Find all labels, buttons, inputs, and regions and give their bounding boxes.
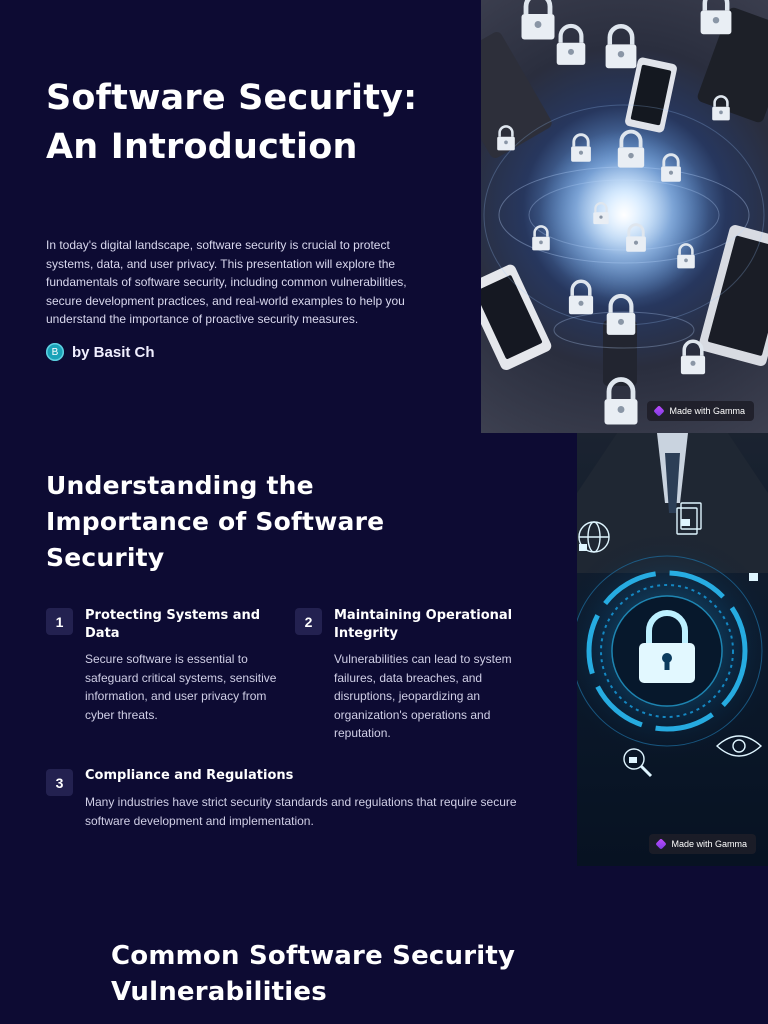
item-number: 2 xyxy=(295,608,322,635)
avatar: B xyxy=(46,343,64,361)
item-text: Secure software is essential to safeguard critical systems, sensitive information, and user privacy from cyber threats. xyxy=(85,652,277,722)
item-number: 3 xyxy=(46,769,73,796)
gamma-logo-icon xyxy=(656,838,667,849)
badge-label: Made with Gamma xyxy=(669,406,745,416)
item-text: Vulnerabilities can lead to system failures, data breaches, and disruptions, jeopardizing an organization's operations and reputation. xyxy=(334,652,512,740)
security-network-image xyxy=(481,0,768,433)
slide-title: Common Software Security Vulnerabilities xyxy=(111,941,516,1007)
intro-paragraph: In today's digital landscape, software security is crucial to protect systems, data, and user privacy. This presentation will explore the fundamentals of software security, including common vulnerabilities, secure development practices, and real-world examples to help you understand the importance of proactive security measures. xyxy=(46,238,407,326)
digital-lock-image xyxy=(577,433,768,866)
gamma-logo-icon xyxy=(654,405,665,416)
item-title: Maintaining Operational Integrity xyxy=(334,608,513,641)
item-number: 1 xyxy=(46,608,73,635)
item-title: Compliance and Regulations xyxy=(85,768,294,783)
slide-title: Understanding the Importance of Software Security xyxy=(46,471,385,572)
made-with-gamma-badge[interactable] xyxy=(647,401,754,421)
slide-vulnerabilities xyxy=(0,866,768,1024)
author-name: by Basit Ch xyxy=(72,343,155,361)
slide-importance xyxy=(0,433,768,866)
item-text: Many industries have strict security standards and regulations that require secure software development and implementation. xyxy=(85,795,517,828)
made-with-gamma-badge[interactable] xyxy=(649,834,756,854)
padlock-network-illustration xyxy=(481,0,768,433)
slide-introduction xyxy=(0,0,768,433)
badge-label: Made with Gamma xyxy=(671,839,747,849)
author-line xyxy=(46,343,155,361)
cyber-lock-illustration xyxy=(577,433,768,866)
item-title: Protecting Systems and Data xyxy=(85,608,261,641)
slide-title: Software Security: An Introduction xyxy=(46,78,418,167)
